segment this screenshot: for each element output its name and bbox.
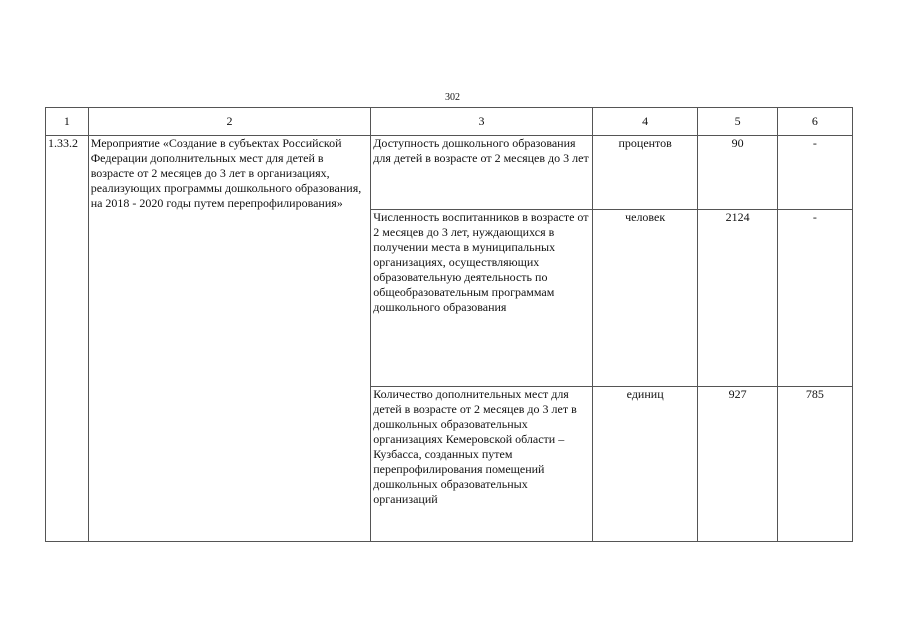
header-col-6: 6 (777, 108, 852, 136)
unit-cell: единиц (592, 387, 698, 542)
unit-cell: человек (592, 210, 698, 387)
item-number: 1.33.2 (46, 136, 89, 542)
page-number: 302 (445, 92, 460, 103)
value6-cell: - (777, 210, 852, 387)
table-row (46, 136, 853, 210)
indicator-cell: Численность воспитанников в возрасте от 2 месяцев до 3 лет, нуждающихся в получении места в муниципальных организациях, осуществляющих образовательную деятельность по общеобразовательным программам дошкольного образования (371, 210, 593, 387)
event-description: Мероприятие «Создание в субъектах Российской Федерации дополнительных мест для детей в возрасте от 2 месяцев до 3 лет в организациях, реализующих программы дошкольного образования, на 2018 - 2020 годы путем перепрофилирования» (88, 136, 371, 542)
value5-cell: 90 (698, 136, 777, 210)
header-col-1: 1 (46, 108, 89, 136)
indicator-cell: Доступность дошкольного образования для детей в возрасте от 2 месяцев до 3 лет (371, 136, 593, 210)
header-col-3: 3 (371, 108, 593, 136)
indicators-table (45, 107, 853, 542)
header-col-5: 5 (698, 108, 777, 136)
value5-cell: 2124 (698, 210, 777, 387)
header-row (46, 108, 853, 136)
indicator-cell: Количество дополнительных мест для детей в возрасте от 2 месяцев до 3 лет в дошкольных образовательных организациях Кемеровской области – Кузбасса, созданных путем перепрофилирования помещений дошкольных образовательных организаций (371, 387, 593, 542)
header-col-2: 2 (88, 108, 371, 136)
header-col-4: 4 (592, 108, 698, 136)
value6-cell: - (777, 136, 852, 210)
value5-cell: 927 (698, 387, 777, 542)
value6-cell: 785 (777, 387, 852, 542)
unit-cell: процентов (592, 136, 698, 210)
